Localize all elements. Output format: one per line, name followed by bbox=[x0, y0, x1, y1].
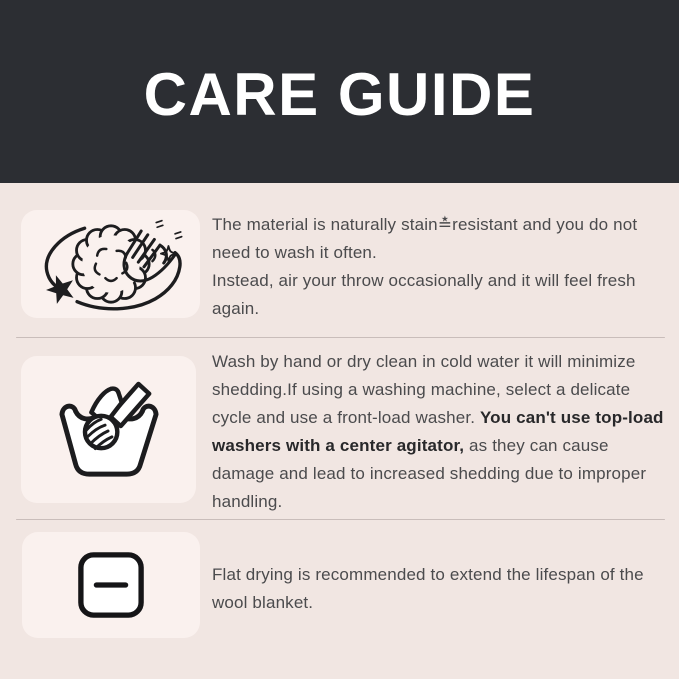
dry-flat-icon bbox=[77, 551, 145, 619]
washing-card bbox=[21, 356, 196, 503]
care-text-paragraph: Instead, air your throw occasionally and it will feel fresh again. bbox=[212, 271, 636, 318]
hand-wash-icon bbox=[50, 379, 168, 481]
drying-text bbox=[212, 561, 670, 617]
drying-card bbox=[22, 532, 200, 638]
section-divider bbox=[16, 337, 665, 338]
sparkle-ticks bbox=[156, 221, 181, 239]
page-title: CARE GUIDE bbox=[143, 61, 536, 128]
stain-resistance-text bbox=[212, 211, 670, 323]
care-text-paragraph: Wash by hand or dry clean in cold water it will minimize shedding.If using a washing machine, select a delicate cycle and use a front-load washer. You can't use top-load washers with a center agitator, as they can cause damage and lead to increased shedding due to improper handling. bbox=[212, 352, 664, 511]
header bbox=[0, 0, 679, 183]
washing-text bbox=[212, 348, 670, 516]
care-text-paragraph: The material is naturally stain≛resistant and you do not need to wash it often. bbox=[212, 215, 638, 262]
care-text-paragraph: Flat drying is recommended to extend the lifespan of the wool blanket. bbox=[212, 565, 644, 612]
hand-brushing-wool-icon bbox=[34, 215, 188, 313]
washing-warning-bold: You can't use top-load washers with a center agitator, bbox=[212, 408, 664, 455]
stain-resistance-card bbox=[21, 210, 200, 318]
section-divider bbox=[16, 519, 665, 520]
